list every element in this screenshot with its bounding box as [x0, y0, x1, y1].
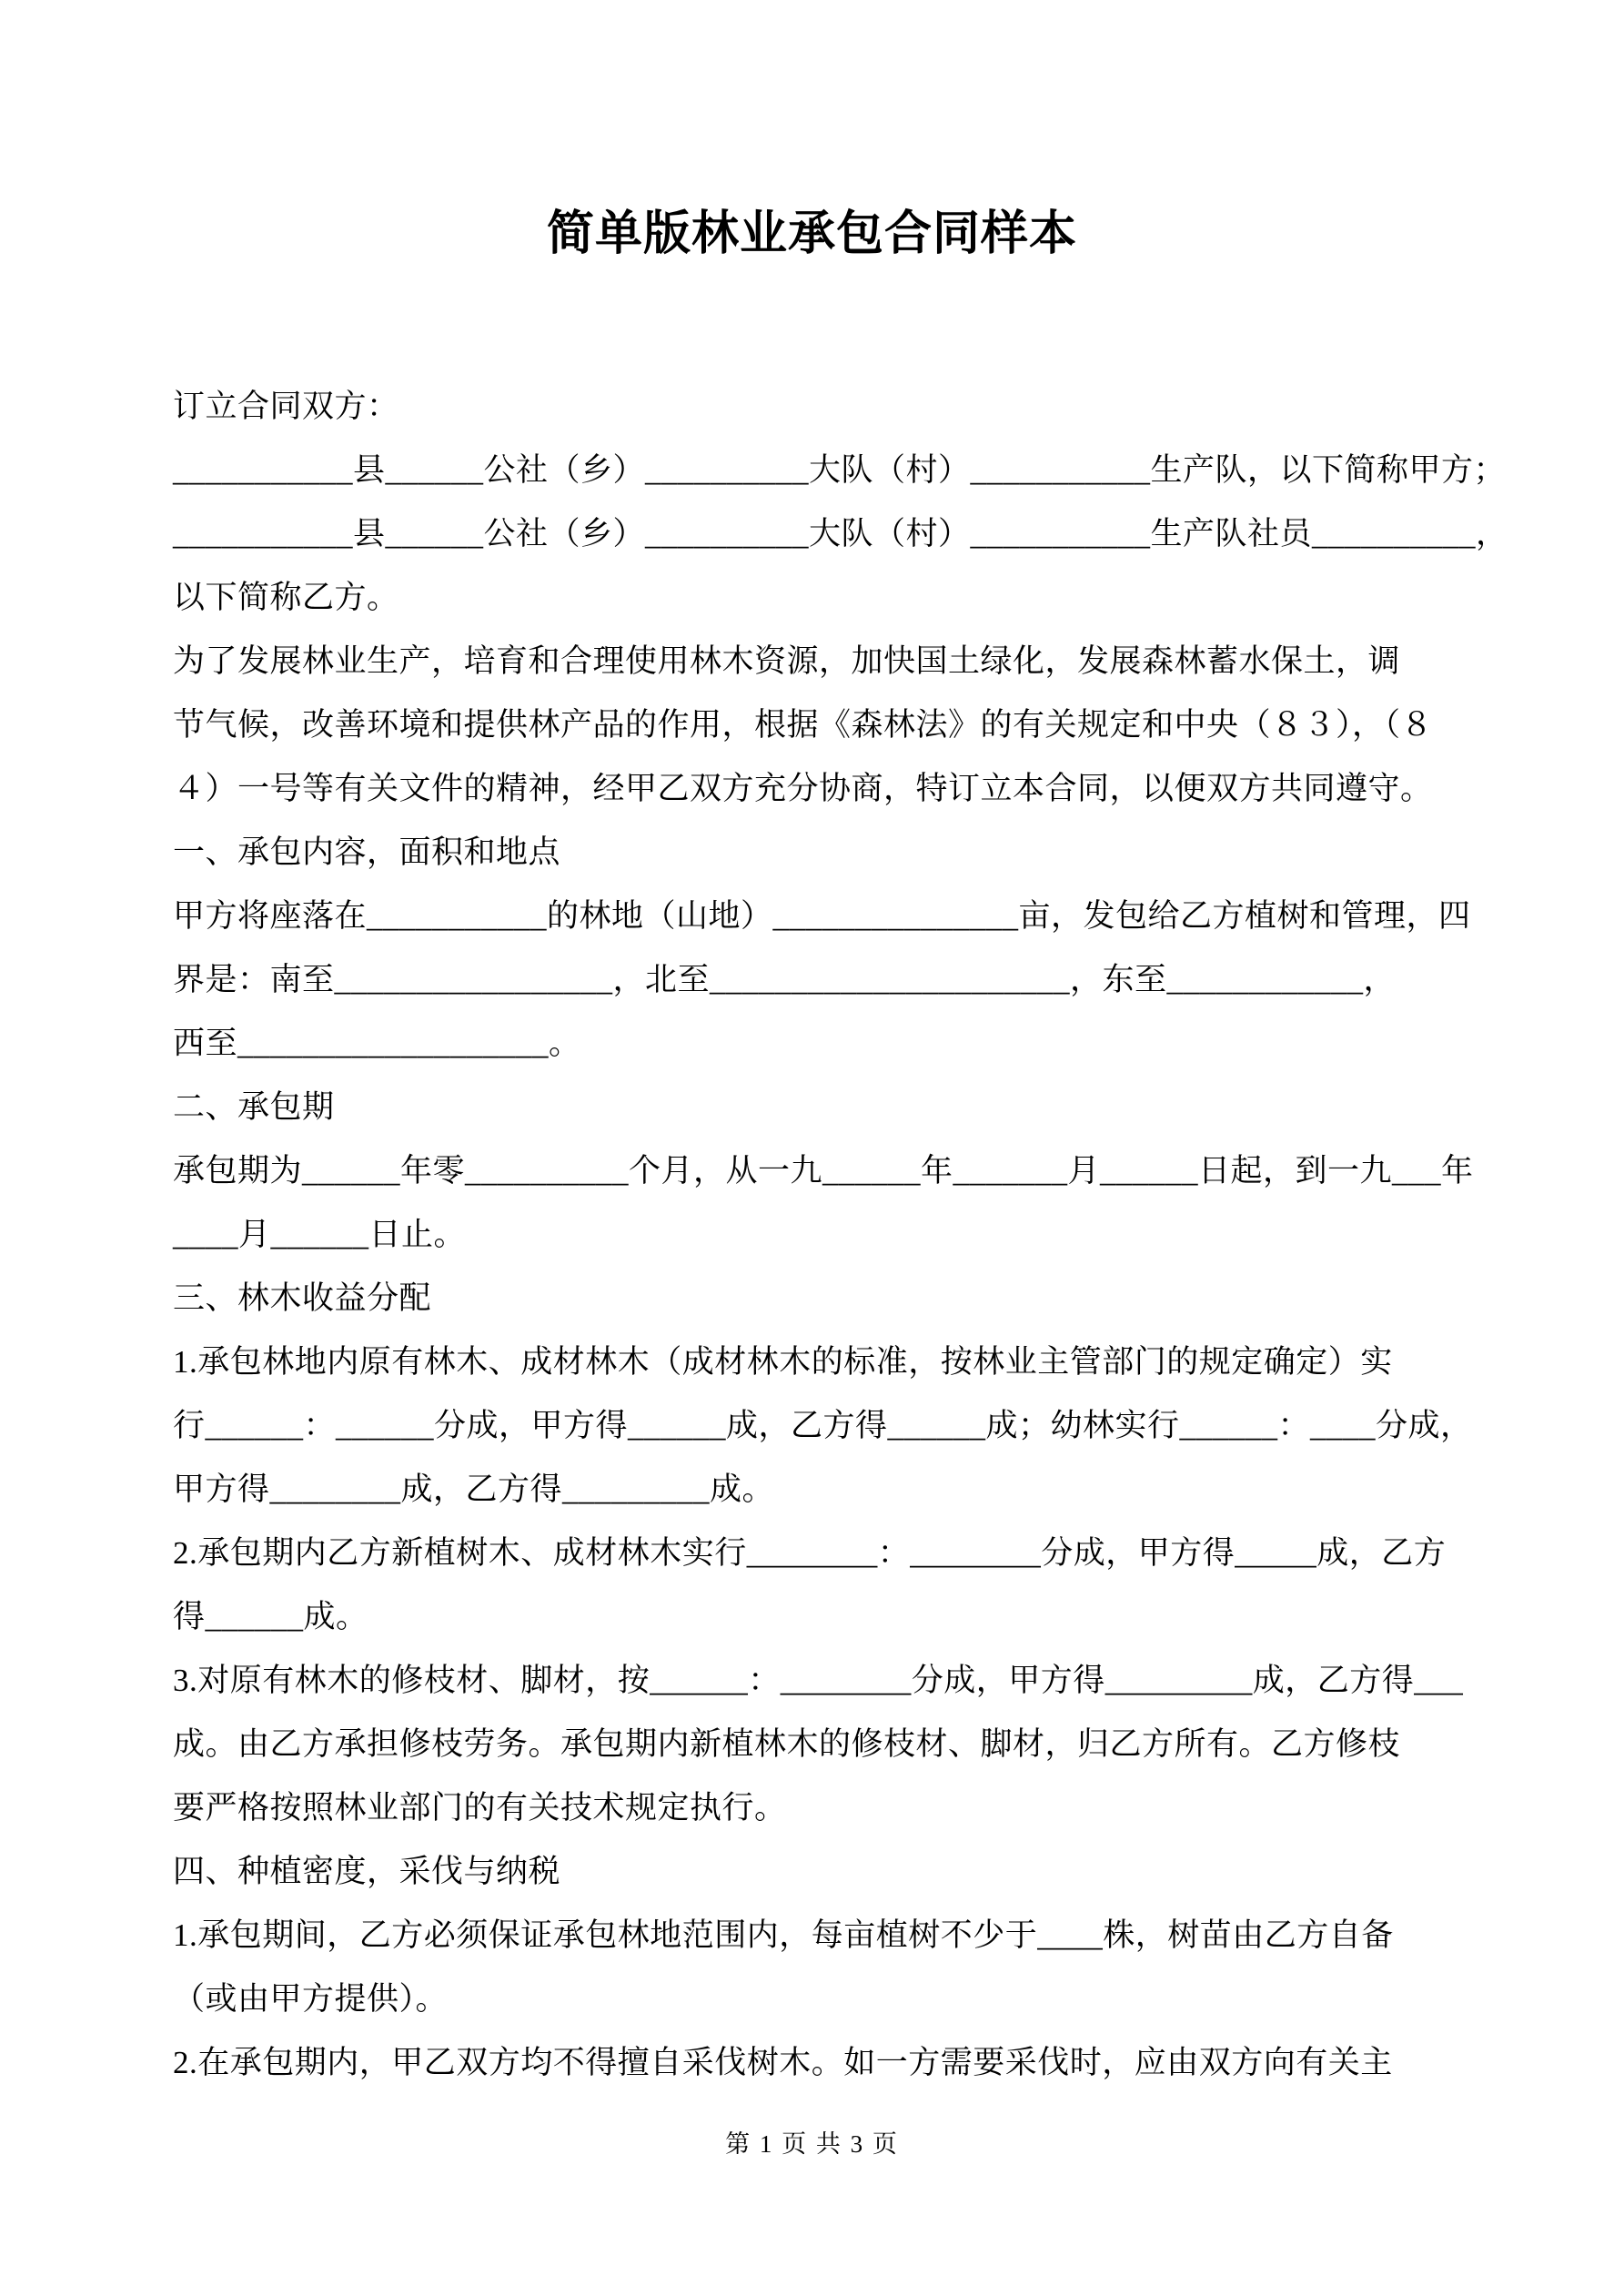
document-body	[173, 375, 1508, 2095]
text-line: 西至___________________。	[173, 1026, 581, 1061]
text-line: ___________县______公社（乡）__________大队（村）___________生产队，以下简称甲方；	[173, 452, 1507, 488]
text-line: 得______成。	[173, 1599, 368, 1634]
text-line: ４）一号等有关文件的精神，经甲乙双方充分协商，特订立本合同，以便双方共同遵守。	[173, 771, 1433, 806]
text-line: 界是：南至_________________，北至______________________，东至____________，	[173, 962, 1397, 997]
text-line: 2.在承包期内，甲乙双方均不得擅自采伐树木。如一方需要采伐时，应由双方向有关主	[173, 2045, 1393, 2080]
text-line: 成。由乙方承担修枝劳务。承包期内新植林木的修枝材、脚材，归乙方所有。乙方修枝	[173, 1726, 1401, 1762]
text-line: （或由甲方提供）。	[173, 1981, 449, 2017]
text-line: 甲方得________成，乙方得_________成。	[173, 1472, 775, 1507]
text-line: 为了发展林业生产，培育和合理使用林木资源，加快国土绿化，发展森林蓄水保土，调	[173, 643, 1401, 679]
text-line: 承包期为______年零__________个月，从一九______年_______月______日起，到一九___年	[173, 1153, 1474, 1188]
text-line: ____月______日止。	[173, 1217, 467, 1252]
text-line: 一、承包内容，面积和地点	[173, 834, 561, 870]
text-line: 以下简称乙方。	[173, 580, 399, 615]
text-line: 3.对原有林木的修枝材、脚材，按______：________分成，甲方得_________成，乙方得___	[173, 1663, 1464, 1698]
text-line: 1.承包期间，乙方必须保证承包林地范围内，每亩植树不少于____株，树苗由乙方自备	[173, 1917, 1394, 1953]
text-line: 节气候，改善环境和提供林产品的作用，根据《森林法》的有关规定和中央（８３），（８	[173, 707, 1434, 743]
text-line: 行______：______分成，甲方得______成，乙方得______成；幼林实行______：____分成，	[173, 1408, 1473, 1443]
page-footer: 第 1 页 共 3 页	[725, 2130, 899, 2158]
text-line: 要严格按照林业部门的有关技术规定执行。	[173, 1790, 787, 1826]
text-line: 三、林木收益分配	[173, 1280, 432, 1316]
text-line: 甲方将座落在___________的林地（山地）_______________亩，发包给乙方植树和管理，四	[173, 898, 1471, 934]
text-line: 2.承包期内乙方新植树木、成材林木实行________：________分成，甲方得_____成，乙方	[173, 1535, 1447, 1571]
text-line: 四、种植密度，采伐与纳税	[173, 1854, 561, 1889]
text-line: 订立合同双方：	[173, 389, 399, 424]
document-title: 简单版林业承包合同样本	[546, 208, 1077, 260]
text-line: 二、承包期	[173, 1089, 335, 1125]
text-line: ___________县______公社（乡）__________大队（村）___________生产队社员__________，	[173, 516, 1508, 551]
text-line: 1.承包林地内原有林木、成材林木（成材林木的标准，按林业主管部门的规定确定）实	[173, 1344, 1393, 1380]
